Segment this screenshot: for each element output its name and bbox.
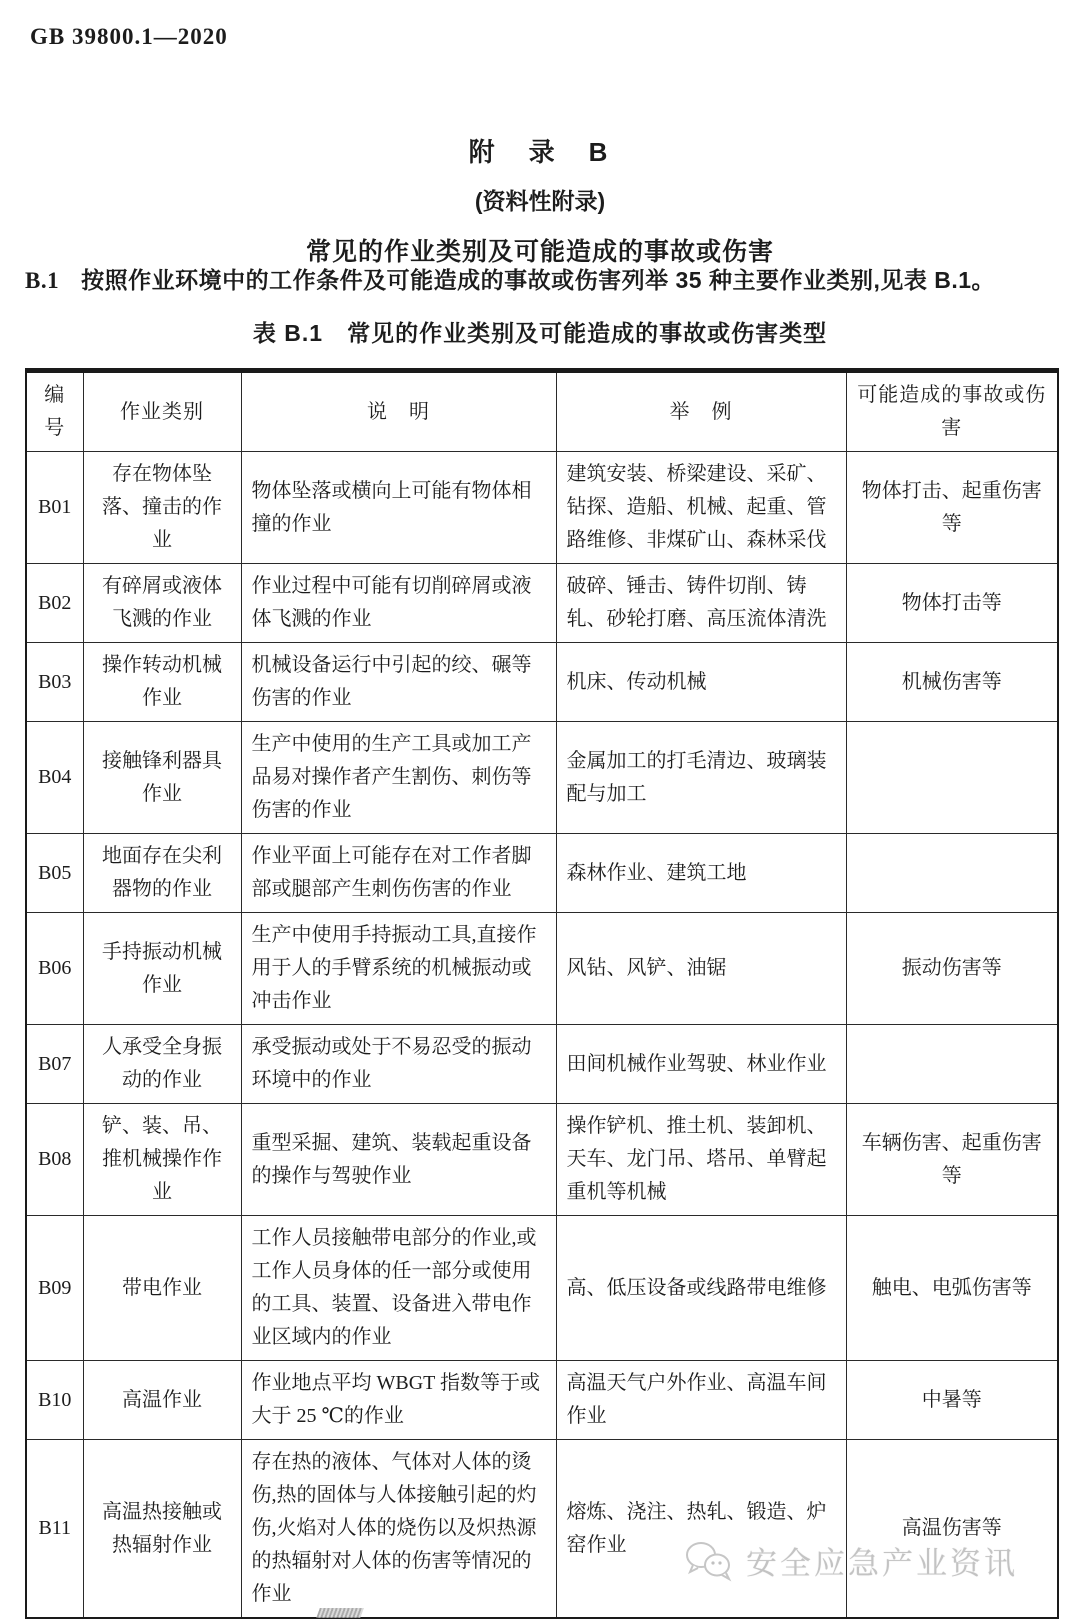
clause-b1-paragraph bbox=[25, 262, 1057, 295]
cell-category: 高温作业 bbox=[83, 1361, 241, 1440]
cell-examples: 机床、传动机械 bbox=[556, 643, 846, 722]
cell-id: B07 bbox=[26, 1025, 83, 1104]
scan-artifact bbox=[316, 1608, 364, 1618]
clause-text: 按照作业环境中的工作条件及可能造成的事故或伤害列举 35 种主要作业类别,见表 B.1。 bbox=[81, 267, 996, 293]
cell-description: 承受振动或处于不易忍受的振动环境中的作业 bbox=[241, 1025, 556, 1104]
cell-description: 生产中使用手持振动工具,直接作用于人的手臂系统的机械振动或冲击作业 bbox=[241, 913, 556, 1025]
cell-description: 重型采掘、建筑、装载起重设备的操作与驾驶作业 bbox=[241, 1104, 556, 1216]
cell-category: 人承受全身振动的作业 bbox=[83, 1025, 241, 1104]
cell-examples: 建筑安装、桥梁建设、采矿、钻探、造船、机械、起重、管路维修、非煤矿山、森林采伐 bbox=[556, 452, 846, 564]
cell-examples: 高温天气户外作业、高温车间作业 bbox=[556, 1361, 846, 1440]
watermark-text: 安全应急产业资讯 bbox=[746, 1546, 1018, 1581]
header-id: 编号 bbox=[26, 371, 83, 452]
header-category: 作业类别 bbox=[83, 371, 241, 452]
cell-id: B02 bbox=[26, 564, 83, 643]
cell-hazards: 物体打击、起重伤害等 bbox=[846, 452, 1058, 564]
cell-category: 手持振动机械作业 bbox=[83, 913, 241, 1025]
cell-description: 生产中使用的生产工具或加工产品易对操作者产生割伤、刺伤等伤害的作业 bbox=[241, 722, 556, 834]
table-row bbox=[26, 1104, 1058, 1216]
cell-hazards: 高温伤害等 bbox=[846, 1440, 1058, 1619]
table-row bbox=[26, 1216, 1058, 1361]
cell-id: B09 bbox=[26, 1216, 83, 1361]
cell-hazards: 触电、电弧伤害等 bbox=[846, 1216, 1058, 1361]
cell-description: 作业平面上可能存在对工作者脚部或腿部产生刺伤伤害的作业 bbox=[241, 834, 556, 913]
cell-examples: 风钻、风铲、油锯 bbox=[556, 913, 846, 1025]
cell-id: B06 bbox=[26, 913, 83, 1025]
cell-examples: 破碎、锤击、铸件切削、铸轧、砂轮打磨、高压流体清洗 bbox=[556, 564, 846, 643]
cell-id: B11 bbox=[26, 1440, 83, 1619]
table-row bbox=[26, 1025, 1058, 1104]
table-row bbox=[26, 913, 1058, 1025]
table-row bbox=[26, 1440, 1058, 1619]
cell-description: 作业过程中可能有切削碎屑或液体飞溅的作业 bbox=[241, 564, 556, 643]
cell-examples: 森林作业、建筑工地 bbox=[556, 834, 846, 913]
cell-category: 带电作业 bbox=[83, 1216, 241, 1361]
appendix-title-block bbox=[0, 132, 1080, 268]
cell-id: B05 bbox=[26, 834, 83, 913]
cell-description: 作业地点平均 WBGT 指数等于或大于 25 ℃的作业 bbox=[241, 1361, 556, 1440]
cell-examples: 熔炼、浇注、热轧、锻造、炉窑作业 bbox=[556, 1440, 846, 1619]
cell-id: B01 bbox=[26, 452, 83, 564]
cell-hazards bbox=[846, 1025, 1058, 1104]
cell-id: B04 bbox=[26, 722, 83, 834]
header-hazards: 可能造成的事故或伤害 bbox=[846, 371, 1058, 452]
cell-hazards: 振动伤害等 bbox=[846, 913, 1058, 1025]
cell-hazards bbox=[846, 834, 1058, 913]
cell-hazards bbox=[846, 722, 1058, 834]
cell-description: 机械设备运行中引起的绞、碾等伤害的作业 bbox=[241, 643, 556, 722]
appendix-title: 附 录 B bbox=[468, 137, 612, 167]
cell-examples: 田间机械作业驾驶、林业作业 bbox=[556, 1025, 846, 1104]
watermark bbox=[684, 1538, 1018, 1583]
table-header-row bbox=[26, 371, 1058, 452]
cell-examples: 操作铲机、推土机、装卸机、天车、龙门吊、塔吊、单臂起重机等机械 bbox=[556, 1104, 846, 1216]
table-row bbox=[26, 452, 1058, 564]
header-description: 说 明 bbox=[241, 371, 556, 452]
cell-hazards: 机械伤害等 bbox=[846, 643, 1058, 722]
cell-category: 铲、装、吊、推机械操作作业 bbox=[83, 1104, 241, 1216]
appendix-heading: 常见的作业类别及可能造成的事故或伤害 bbox=[305, 238, 774, 266]
doc-number: GB 39800.1—2020 bbox=[30, 24, 228, 49]
cell-description: 存在热的液体、气体对人体的烫伤,热的固体与人体接触引起的灼伤,火焰对人体的烧伤以及炽热源的热辐射对人体的伤害等情况的作业 bbox=[241, 1440, 556, 1619]
cell-category: 地面存在尖利器物的作业 bbox=[83, 834, 241, 913]
cell-examples: 金属加工的打毛清边、玻璃装配与加工 bbox=[556, 722, 846, 834]
cell-category: 操作转动机械作业 bbox=[83, 643, 241, 722]
table-row bbox=[26, 564, 1058, 643]
appendix-subtitle: (资料性附录) bbox=[474, 188, 606, 214]
clause-label: B.1 bbox=[25, 268, 60, 293]
cell-category: 接触锋利器具作业 bbox=[83, 722, 241, 834]
hazard-table bbox=[25, 368, 1059, 1619]
cell-hazards: 车辆伤害、起重伤害等 bbox=[846, 1104, 1058, 1216]
cell-description: 工作人员接触带电部分的作业,或工作人员身体的任一部分或使用的工具、装置、设备进入带电作业区域内的作业 bbox=[241, 1216, 556, 1361]
cell-id: B03 bbox=[26, 643, 83, 722]
wechat-icon bbox=[684, 1539, 736, 1583]
cell-category: 有碎屑或液体飞溅的作业 bbox=[83, 564, 241, 643]
table-row bbox=[26, 722, 1058, 834]
cell-id: B10 bbox=[26, 1361, 83, 1440]
table-row bbox=[26, 643, 1058, 722]
cell-examples: 高、低压设备或线路带电维修 bbox=[556, 1216, 846, 1361]
table-row bbox=[26, 834, 1058, 913]
table-row bbox=[26, 1361, 1058, 1440]
table-body bbox=[26, 452, 1058, 1619]
table-caption: 表 B.1 常见的作业类别及可能造成的事故或伤害类型 bbox=[252, 320, 828, 346]
cell-id: B08 bbox=[26, 1104, 83, 1216]
cell-hazards: 物体打击等 bbox=[846, 564, 1058, 643]
cell-description: 物体坠落或横向上可能有物体相撞的作业 bbox=[241, 452, 556, 564]
cell-category: 存在物体坠落、撞击的作业 bbox=[83, 452, 241, 564]
cell-category: 高温热接触或热辐射作业 bbox=[83, 1440, 241, 1619]
cell-hazards: 中暑等 bbox=[846, 1361, 1058, 1440]
header-examples: 举 例 bbox=[556, 371, 846, 452]
